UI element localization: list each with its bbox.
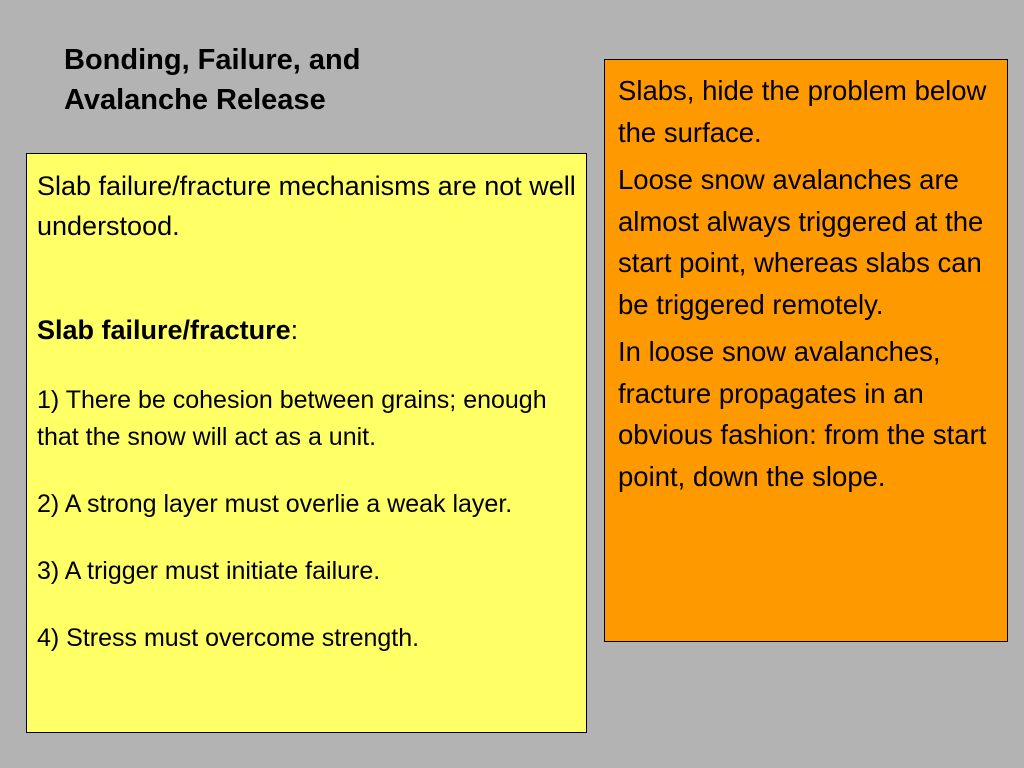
requirement-4: 4) Stress must overcome strength.	[37, 624, 420, 652]
intro-text: Slab failure/fracture mechanisms are not well understood.	[37, 171, 576, 241]
slab-failure-heading-suffix: :	[290, 315, 299, 345]
requirement-1: 1) There be cohesion between grains; enough that the snow will act as a unit.	[37, 386, 547, 451]
paragraph-slabs-hide: Slabs, hide the problem below the surface.	[618, 75, 987, 148]
slab-failure-heading	[37, 310, 576, 350]
requirement-2: 2) A strong layer must overlie a weak layer.	[37, 490, 513, 518]
paragraph-loose-trigger: Loose snow avalanches are almost always triggered at the start point, whereas slabs can be triggered remotely.	[618, 164, 984, 320]
slide-title	[64, 40, 464, 120]
slide-title-line-2: Avalanche Release	[64, 84, 326, 116]
paragraph-loose-fracture: In loose snow avalanches, fracture propagates in an obvious fashion: from the start point, down the slope.	[618, 336, 987, 492]
slab-vs-loose-text-box	[604, 59, 1008, 642]
requirement-3: 3) A trigger must initiate failure.	[37, 557, 381, 585]
slab-failure-heading-bold: Slab failure/fracture	[37, 315, 291, 345]
slide-title-line-1: Bonding, Failure, and	[64, 44, 361, 76]
slab-failure-text-box	[26, 153, 587, 733]
